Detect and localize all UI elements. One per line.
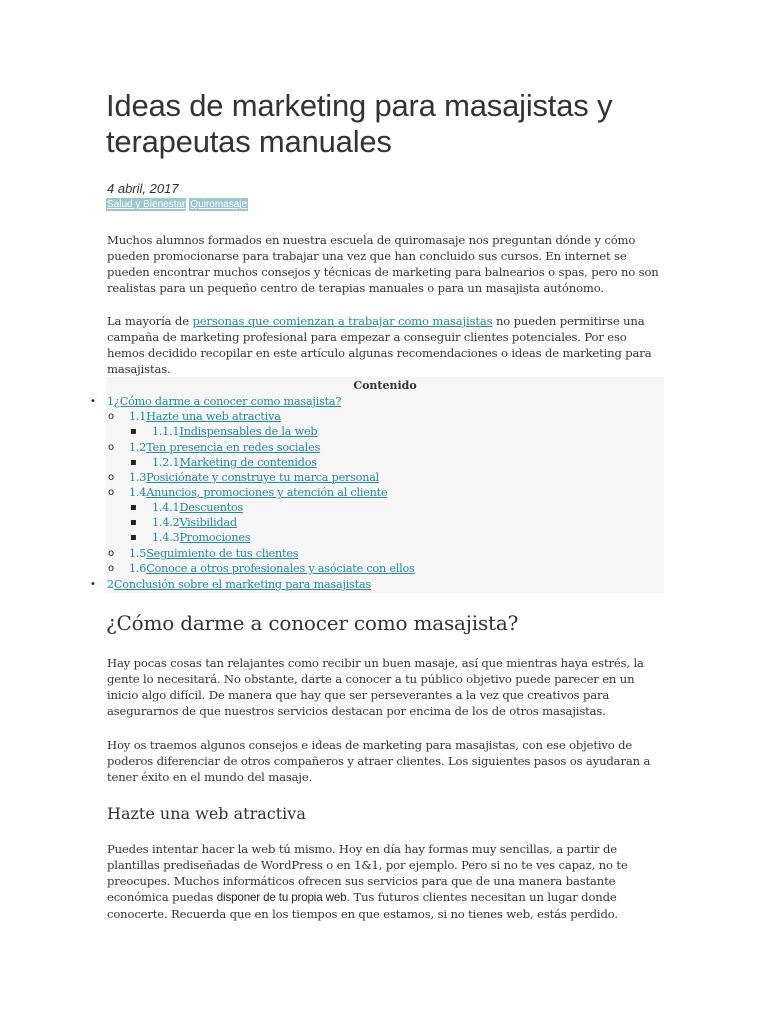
section2-paragraph-1 (107, 841, 667, 922)
intro-p2-text-before: La mayoría de (107, 314, 193, 328)
personas-que-comienzan-link[interactable]: personas que comienzan a trabajar como masajistas (192, 314, 493, 328)
toc-bullet-1-4: o (108, 487, 115, 498)
toc-bullet-1-4-3: ▪ (130, 532, 137, 543)
toc-item-1-2-1[interactable] (152, 455, 317, 470)
article-title: Ideas de marketing para masajistas y terapeutas manuales (106, 88, 613, 159)
toc-item-1-2[interactable] (129, 440, 320, 455)
section2-text-before: Puedes intentar hacer la web tú mismo. Hoy en día hay formas muy sencillas, a partir de plantillas prediseñadas de WordPress o en 1&1, por ejemplo. Pero si no te ves capaz, no te preocupes. Muchos informáticos ofrecen sus servicios para que de una manera bastante económica puedas (107, 842, 628, 904)
toc-link-seguimiento[interactable]: Seguimiento de tus clientes (146, 547, 299, 560)
toc-item-1-6[interactable] (129, 561, 415, 576)
toc-item-number: 1.4.2 (152, 516, 180, 529)
toc-item-number: 1.5 (129, 547, 147, 560)
category-tags (106, 198, 248, 211)
article-date: 4 abril, 2017 (107, 181, 179, 196)
section1-paragraph-2: Hoy os traemos algunos consejos e ideas de marketing para masajistas, con ese objetivo de poderos diferenciar de otros compañeros y atraer clientes. Los siguientes pasos os ayudaran a tener éxito en el mundo del masaje. (107, 738, 651, 784)
toc-item-number: 1.3 (129, 471, 147, 484)
toc-item-1-3[interactable] (129, 470, 379, 485)
toc-item-number: 1.6 (129, 562, 147, 575)
toc-item-number: 1 (107, 395, 114, 408)
toc-link-descuentos[interactable]: Descuentos (179, 501, 244, 514)
toc-link-marketing-contenidos[interactable]: Marketing de contenidos (179, 456, 317, 469)
toc-item-1-5[interactable] (129, 546, 298, 561)
toc-link-visibilidad[interactable]: Visibilidad (179, 516, 237, 529)
disponer-web-link[interactable]: disponer de tu propia web (216, 891, 347, 904)
toc-item-number: 2 (107, 578, 114, 591)
toc-bullet-1-1-1: ▪ (130, 426, 137, 437)
toc-heading: Contenido (353, 379, 417, 392)
toc-link-indispensables[interactable]: Indispensables de la web (179, 425, 318, 438)
toc-item-1-1-1[interactable] (152, 424, 317, 439)
toc-bullet-1-3: o (108, 472, 115, 483)
toc-link-hazte-una-web[interactable]: Hazte una web atractiva (146, 410, 281, 423)
toc-bullet-1-2: o (108, 442, 115, 453)
toc-item-number: 1.2 (129, 441, 147, 454)
toc-link-promociones[interactable]: Promociones (179, 531, 251, 544)
toc-bullet-1-6: o (108, 563, 115, 574)
section2-text-after: . Tus futuros clientes necesitan un lugar donde conocerte. Recuerda que en los tiempos en que estamos, si no tienes web, estás perdido. (107, 890, 618, 921)
toc-link-conclusion[interactable]: Conclusión sobre el marketing para masajistas (113, 578, 372, 591)
toc-item-number: 1.4.3 (152, 531, 180, 544)
toc-bullet-1: • (90, 396, 96, 407)
toc-item-2[interactable] (107, 577, 371, 592)
toc-item-number: 1.4 (129, 486, 147, 499)
toc-item-number: 1.1.1 (152, 425, 180, 438)
toc-item-1-4-1[interactable] (152, 500, 243, 515)
toc-item-1-4-3[interactable] (152, 530, 250, 545)
section1-paragraph-1: Hay pocas cosas tan relajantes como recibir un buen masaje, así que mientras haya estrés, la gente lo necesitará. No obstante, darte a conocer a tu público objetivo puede parecer en un inicio algo difícil. De manera que hay que ser perseverantes a la vez que creativos para asegurarnos de que nuestros servicios destacan por encima de los de otros masajistas. (107, 656, 644, 718)
toc-link-redes-sociales[interactable]: Ten presencia en redes sociales (146, 441, 321, 454)
toc-item-number: 1.2.1 (152, 456, 180, 469)
section-heading-como-darme: ¿Cómo darme a conocer como masajista? (106, 611, 519, 635)
toc-link-anuncios[interactable]: Anuncios, promociones y atención al cliente (146, 486, 388, 499)
toc-item-number: 1.1 (129, 410, 147, 423)
intro-paragraph-2 (107, 313, 667, 377)
toc-bullet-2: • (90, 579, 96, 590)
intro-p2-text-after: no pueden permitirse una campaña de marketing profesional para empezar a conseguir clientes potenciales. Por eso hemos decidido recopilar en este artículo algunas recomendaciones o ideas de marketing para masajistas. (107, 314, 652, 376)
toc-item-1-4[interactable] (129, 485, 387, 500)
toc-bullet-1-1: o (108, 411, 115, 422)
toc-bullet-1-5: o (108, 548, 115, 559)
intro-paragraph-1: Muchos alumnos formados en nuestra escuela de quiromasaje nos preguntan dónde y cómo pueden promocionarse para trabajar una vez que han concluido sus cursos. En internet se pueden encontrar muchos consejos y técnicas de marketing para balnearios o spas, pero no son realistas para un pequeño centro de terapias manuales o para un masajista autónomo. (107, 233, 659, 295)
toc-item-number: 1.4.1 (152, 501, 180, 514)
toc-item-1-4-2[interactable] (152, 515, 237, 530)
toc-item-1[interactable] (107, 394, 341, 409)
toc-link-como-darme-a-conocer[interactable]: ¿Cómo darme a conocer como masajista? (113, 395, 342, 408)
tag-quiromasaje[interactable]: Quiromasaje (190, 199, 248, 210)
toc-item-1-1[interactable] (129, 409, 281, 424)
toc-link-posicionate[interactable]: Posiciónate y construye tu marca personal (146, 471, 380, 484)
toc-bullet-1-4-1: ▪ (130, 502, 137, 513)
toc-bullet-1-4-2: ▪ (130, 517, 137, 528)
toc-bullet-1-2-1: ▪ (130, 457, 137, 468)
section-heading-hazte-web: Hazte una web atractiva (107, 804, 306, 823)
toc-link-conoce-otros[interactable]: Conoce a otros profesionales y asóciate con ellos (146, 562, 415, 575)
tag-salud-y-bienestar[interactable]: Salud y Bienestar (107, 199, 186, 210)
